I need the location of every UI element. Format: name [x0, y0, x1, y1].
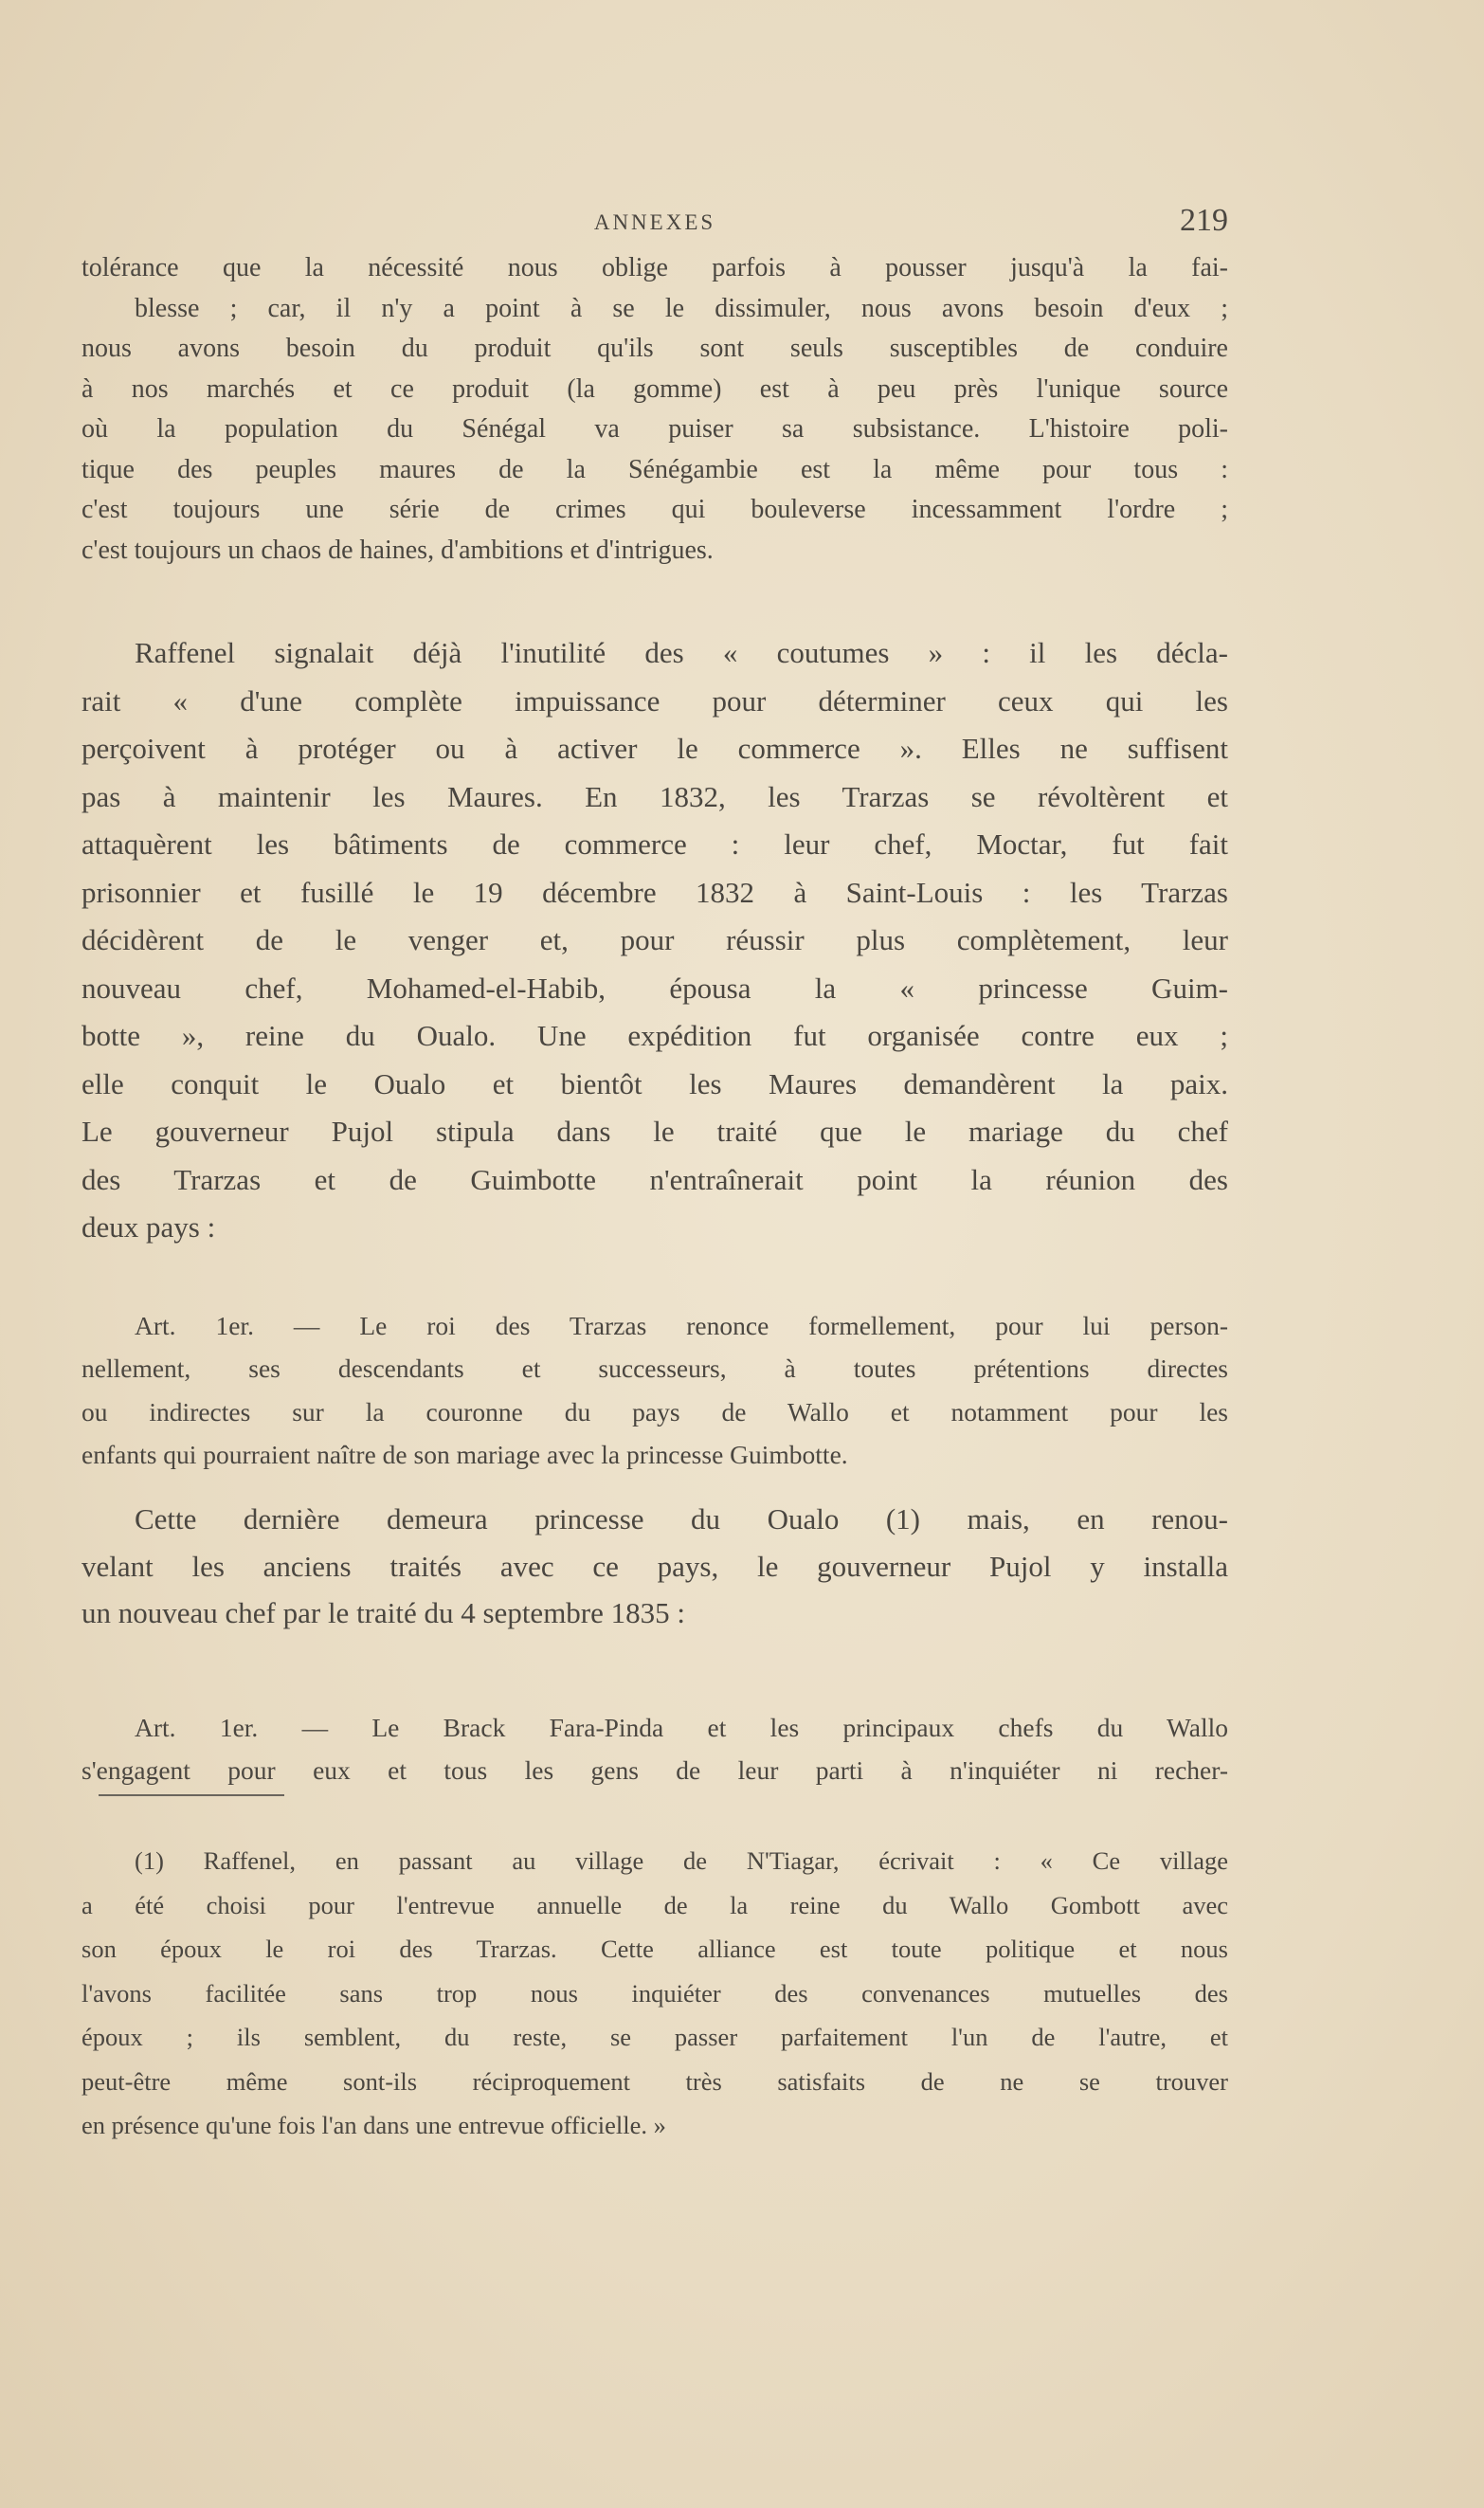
text-line: pas à maintenir les Maures. En 1832, les Trarzas se révoltèrent et: [81, 779, 1228, 813]
text-line: c'est toujours un chaos de haines, d'ambitions et d'intrigues.: [81, 535, 714, 565]
text-line: elle conquit le Oualo et bientôt les Maures demandèrent la paix.: [81, 1066, 1228, 1100]
text-line: s'engagent pour eux et tous les gens de leur parti à n'inquiéter ni recher-: [81, 1755, 1228, 1785]
text-line: époux ; ils semblent, du reste, se passer parfaitement l'un de l'autre, et: [81, 2023, 1228, 2051]
text-line: Raffenel signalait déjà l'inutilité des « coutumes » : il les décla-: [135, 636, 1228, 669]
footnote: [81, 1839, 1228, 2148]
text-line: décidèrent de le venger et, pour réussir plus complètement, leur: [81, 923, 1228, 956]
footnote-separator: [99, 1794, 284, 1796]
page-number: 219: [1180, 203, 1228, 238]
text-line: tolérance que la nécessité nous oblige parfois à pousser jusqu'à la fai-: [81, 253, 1228, 282]
text-line: deux pays :: [81, 1210, 216, 1244]
text-line: prisonnier et fusillé le 19 décembre 1832 à Saint-Louis : les Trarzas: [81, 875, 1228, 909]
text-line: à nos marchés et ce produit (la gomme) est à peu près l'unique source: [81, 373, 1228, 404]
text-line: en présence qu'une fois l'an dans une entrevue officielle. »: [81, 2111, 666, 2139]
text-line: son époux le roi des Trarzas. Cette alliance est toute politique et nous: [81, 1935, 1228, 1963]
text-line: un nouveau chef par le traité du 4 septembre 1835 :: [81, 1596, 685, 1629]
text-line: botte », reine du Oualo. Une expédition fut organisée contre eux ;: [81, 1019, 1228, 1052]
text-line: Cette dernière demeura princesse du Oualo (1) mais, en renou-: [135, 1502, 1228, 1536]
paragraph-2: [81, 629, 1228, 1252]
text-line: perçoivent à protéger ou à activer le commerce ». Elles ne suffisent: [81, 732, 1228, 765]
running-head: ANNEXES: [593, 210, 716, 234]
text-line: enfants qui pourraient naître de son mariage avec la princesse Guimbotte.: [81, 1439, 848, 1469]
text-line: des Trarzas et de Guimbotte n'entraînerait point la réunion des: [81, 1162, 1228, 1196]
paragraph-1: [81, 248, 1228, 571]
page-header: [81, 203, 1228, 245]
text-line: a été choisi pour l'entrevue annuelle de la reine du Wallo Gombott avec: [81, 1890, 1228, 1919]
text-line: attaquèrent les bâtiments de commerce : leur chef, Moctar, fut fait: [81, 827, 1228, 861]
paragraph-3: [81, 1496, 1228, 1637]
text-line: c'est toujours une série de crimes qui bouleverse incessamment l'ordre ;: [81, 495, 1228, 524]
text-line: blesse ; car, il n'y a point à se le dissimuler, nous avons besoin d'eux ;: [135, 293, 1228, 323]
text-line: Art. 1er. — Le Brack Fara-Pinda et les principaux chefs du Wallo: [135, 1713, 1228, 1742]
text-line: peut-être même sont-ils réciproquement très satisfaits de ne se trouver: [81, 2066, 1228, 2096]
text-line: (1) Raffenel, en passant au village de N'Tiagar, écrivait : « Ce village: [135, 1846, 1228, 1875]
text-line: Art. 1er. — Le roi des Trarzas renonce formellement, pour lui person-: [135, 1311, 1228, 1340]
treaty-article-2: [81, 1706, 1228, 1791]
text-line: nellement, ses descendants et successeurs, à toutes prétentions directes: [81, 1354, 1228, 1384]
text-line: ou indirectes sur la couronne du pays de Wallo et notamment pour les: [81, 1396, 1228, 1427]
treaty-article-1: [81, 1304, 1228, 1476]
text-line: l'avons facilitée sans trop nous inquiéter des convenances mutuelles des: [81, 1978, 1228, 2008]
text-line: tique des peuples maures de la Sénégambie est la même pour tous :: [81, 454, 1228, 484]
text-line: où la population du Sénégal va puiser sa subsistance. L'histoire poli-: [81, 414, 1228, 444]
text-line: nous avons besoin du produit qu'ils sont seuls susceptibles de conduire: [81, 334, 1228, 363]
text-line: Le gouverneur Pujol stipula dans le traité que le mariage du chef: [81, 1115, 1228, 1148]
text-line: nouveau chef, Mohamed-el-Habib, épousa la « princesse Guim-: [81, 971, 1228, 1005]
text-line: velant les anciens traités avec ce pays, le gouverneur Pujol y installa: [81, 1549, 1228, 1583]
text-line: rait « d'une complète impuissance pour déterminer ceux qui les: [81, 683, 1228, 718]
